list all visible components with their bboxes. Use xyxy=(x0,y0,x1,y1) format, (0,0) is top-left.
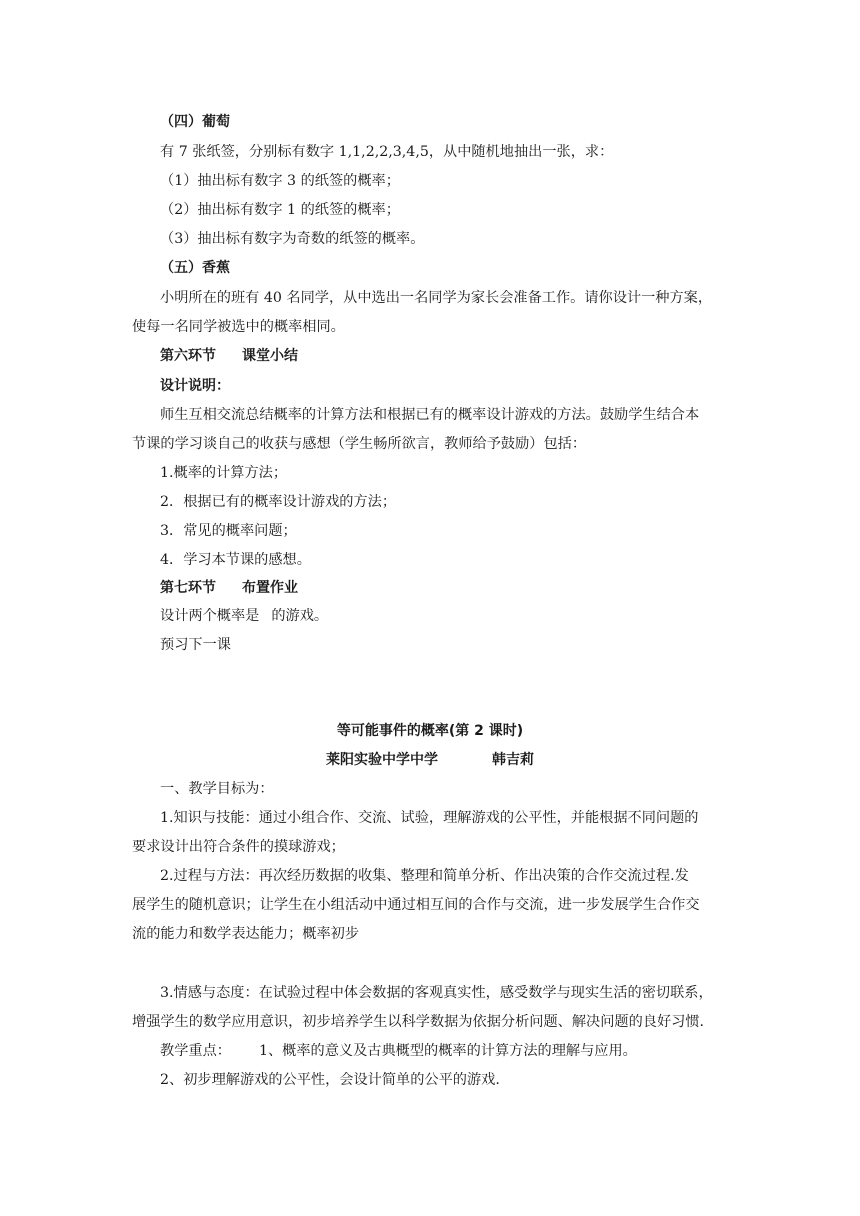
goal-2-line-2: 展学生的随机意识；让学生在小组活动中通过相互间的合作与交流，进一步发展学生合作交 xyxy=(132,897,700,913)
preview-next-lesson: 预习下一课 xyxy=(160,637,231,653)
part-6-heading xyxy=(160,346,298,366)
section-5-text-line-1: 小明所在的班有 40 名同学，从中选出一名同学为家长会准备工作。请你设计一种方案， xyxy=(160,290,713,306)
lesson-2-author-line xyxy=(0,750,860,770)
section-4-problem: 有 7 张纸签，分别标有数字 1,1,2,2,3,4,5，从中随机地抽出一张，求： xyxy=(160,144,614,160)
section-4-heading: （四）葡萄 xyxy=(160,114,230,130)
section-5-heading: （五）香蕉 xyxy=(160,260,230,276)
design-notes-label: 设计说明： xyxy=(160,378,230,394)
lesson-2-title: 等可能事件的概率(第 2 课时) xyxy=(336,723,524,739)
goal-3-line-1: 3.情感与态度：在试验过程中体会数据的客观真实性，感受数学与现实生活的密切联系， xyxy=(160,985,713,1001)
section-4-question-1: （1）抽出标有数字 3 的纸签的概率； xyxy=(160,173,400,189)
goal-1-line-2: 要求设计出符合条件的摸球游戏； xyxy=(132,839,345,855)
summary-item-3: 3．常见的概率问题； xyxy=(160,523,297,539)
homework-line xyxy=(160,606,328,626)
homework-suffix: 的游戏。 xyxy=(271,608,329,624)
part-7-heading xyxy=(160,578,298,598)
homework-prefix: 设计两个概率是 xyxy=(160,608,260,624)
section-4-question-2: （2）抽出标有数字 1 的纸签的概率； xyxy=(160,202,400,218)
part-6-title: 课堂小结 xyxy=(242,348,298,364)
key-points-label: 教学重点： xyxy=(160,1043,231,1059)
part-6-text-line-1: 师生互相交流总结概率的计算方法和根据已有的概率设计游戏的方法。鼓励学生结合本 xyxy=(160,407,700,423)
section-4-question-3: （3）抽出标有数字为奇数的纸签的概率。 xyxy=(160,231,425,247)
goal-2-line-1: 2.过程与方法：再次经历数据的收集、整理和简单分析、作出决策的合作交流过程.发 xyxy=(160,868,689,884)
key-point-2: 2、初步理解游戏的公平性，会设计简单的公平的游戏. xyxy=(160,1072,500,1088)
teaching-goals-heading: 一、教学目标为： xyxy=(160,781,274,797)
goal-3-line-2: 增强学生的数学应用意识，初步培养学生以科学数据为依据分析问题、解决问题的良好习惯. xyxy=(132,1014,705,1030)
summary-item-2: 2．根据已有的概率设计游戏的方法； xyxy=(160,494,397,510)
part-7-label: 第七环节 xyxy=(160,580,216,596)
goal-2-line-3: 流的能力和数学表达能力；概率初步 xyxy=(132,926,360,942)
key-point-1: 1、概率的意义及古典概型的概率的计算方法的理解与应用。 xyxy=(258,1043,637,1059)
teacher-name: 韩吉莉 xyxy=(492,752,534,768)
summary-item-4: 4．学习本节课的感想。 xyxy=(160,552,311,568)
part-7-title: 布置作业 xyxy=(242,580,298,596)
summary-item-1: 1.概率的计算方法； xyxy=(160,465,288,481)
key-points-line xyxy=(160,1041,637,1061)
part-6-label: 第六环节 xyxy=(160,348,216,364)
school-name: 莱阳实验中学中学 xyxy=(326,752,438,768)
goal-1-line-1: 1.知识与技能：通过小组合作、交流、试验，理解游戏的公平性，并能根据不同问题的 xyxy=(160,810,699,826)
part-6-text-line-2: 节课的学习谈自己的收获与感想（学生畅所欲言，教师给予鼓励）包括： xyxy=(132,436,587,452)
section-5-text-line-2: 使每一名同学被选中的概率相同。 xyxy=(132,319,345,335)
